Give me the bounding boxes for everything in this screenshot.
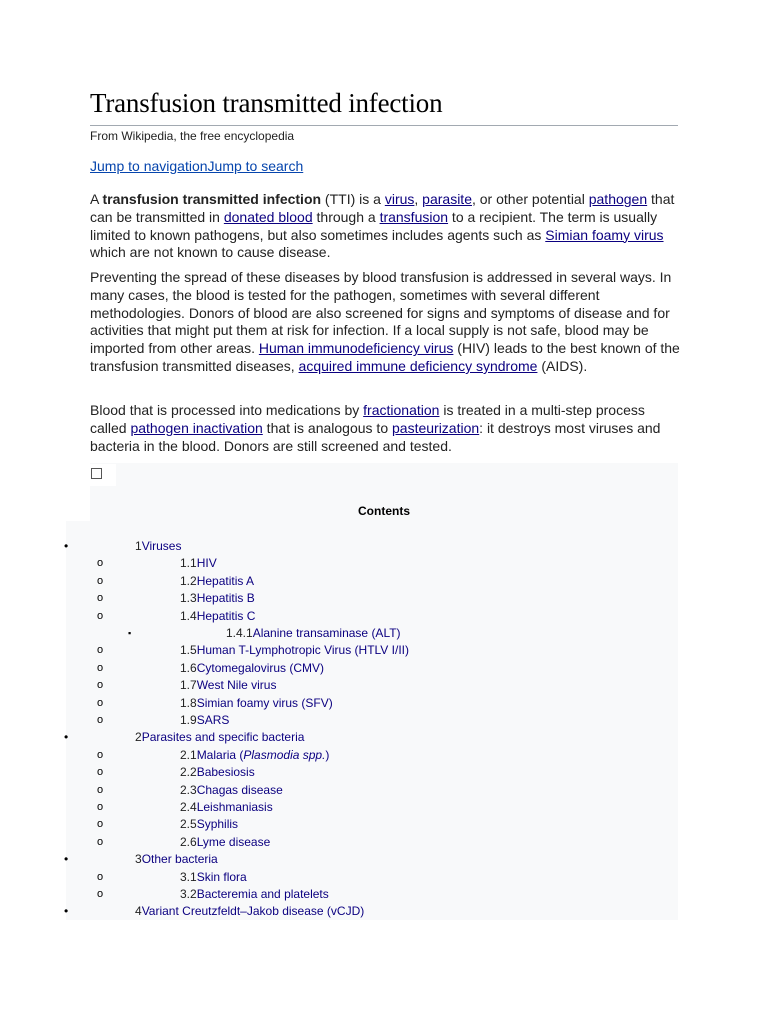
toc-bullet: o (97, 697, 104, 709)
toc-item-text[interactable]: Malaria (Plasmodia spp.) (196, 748, 330, 762)
toc-item-number: 2.1 (180, 748, 197, 762)
toc-item-number: 1.8 (180, 696, 197, 710)
toc-bullet: o (97, 836, 104, 848)
text: : it destroys most viruses and bacteria in the blood. Donors are still screened and tested. (90, 419, 661, 454)
toc-item-number: 1.5 (180, 643, 197, 657)
text: Preventing the spread of these diseases by blood transfusion is addressed in several ways. In many cases, the blood is tested for the pathogen, sometimes with several different methodologies. Donors of blood are also screened for signs and symptoms of disease and for activities that might put them at risk for infection. If a local supply is not safe, blood may be imported from other areas. (90, 269, 672, 357)
site-tagline: From Wikipedia, the free encyclopedia (90, 129, 295, 143)
toc-title: Contents (358, 504, 410, 518)
toc-item[interactable] (180, 747, 329, 764)
text: to a recipient. The term is usually limited to known pathogens, but also sometimes includes agents such as (90, 208, 658, 243)
toc-item-number: 1.4.1 (226, 626, 253, 640)
intro-paragraph-1 (90, 191, 680, 262)
toc-item-number: 2.6 (180, 835, 197, 849)
toc-item[interactable] (180, 764, 255, 781)
toc-item-italic: Plasmodia spp. (243, 748, 326, 762)
toc-bullet: o (97, 801, 104, 813)
toc-item[interactable] (135, 851, 218, 868)
toc-item[interactable] (180, 869, 247, 886)
toc-item[interactable] (135, 538, 181, 555)
toc-item-text[interactable]: Alanine transaminase (ALT) (252, 626, 401, 640)
transfusion-link[interactable]: transfusion (379, 208, 449, 225)
toc-bullet: o (97, 871, 104, 883)
toc-item-text[interactable]: Viruses (141, 539, 182, 553)
toc-item-text[interactable]: Leishmaniasis (196, 800, 273, 814)
page-title: Transfusion transmitted infection (90, 88, 443, 118)
toc-item-number: 1.7 (180, 678, 197, 692)
toc-bullet: o (97, 575, 104, 587)
title-divider (90, 125, 678, 126)
toc-item[interactable] (180, 886, 329, 903)
toc-item[interactable] (180, 782, 283, 799)
toc-item-text[interactable]: Chagas disease (196, 783, 283, 797)
text: (HIV) leads to the best known of the transfusion transmitted diseases, (90, 340, 680, 374)
toc-item-number: 2 (135, 730, 142, 744)
toc-item[interactable] (180, 816, 238, 833)
toc-item[interactable] (180, 660, 324, 677)
hiv-link[interactable]: Human immunodeficiency virus (258, 340, 454, 357)
toc-item-number: 1.9 (180, 713, 197, 727)
toc-item-number: 4 (135, 904, 142, 918)
toc-item-text[interactable]: Simian foamy virus (SFV) (196, 696, 333, 710)
toc-bullet: o (97, 749, 104, 761)
jump-links (90, 158, 303, 174)
toc-item[interactable] (180, 677, 276, 694)
pathogen-link[interactable]: pathogen (588, 191, 648, 207)
text: through a (312, 208, 380, 225)
intro-paragraph-3 (90, 402, 680, 455)
toc-item-number: 3 (135, 852, 142, 866)
text: is treated in a multi-step process called (90, 402, 645, 436)
toc-bullet: o (97, 679, 104, 691)
pasteurization-link[interactable]: pasteurization (392, 419, 480, 436)
aids-link[interactable]: acquired immune deficiency syndrome (298, 357, 538, 374)
toc-item-text[interactable]: Syphilis (196, 817, 239, 831)
toc-item-number: 2.2 (180, 765, 197, 779)
toc-bullet: o (97, 610, 104, 622)
toc-item-text[interactable]: Hepatitis C (196, 609, 256, 623)
toc-bullet: • (64, 730, 69, 744)
text: (AIDS). (537, 357, 588, 374)
toc-item-number: 1.2 (180, 574, 197, 588)
toc-bullet: o (97, 714, 104, 726)
toc-item[interactable] (135, 729, 304, 746)
toc-item[interactable] (180, 642, 409, 659)
toc-bullet: o (97, 766, 104, 778)
toc-item[interactable] (180, 608, 255, 625)
donated-blood-link[interactable]: donated blood (223, 208, 313, 225)
simian-foamy-virus-link[interactable]: Simian foamy virus (545, 226, 664, 243)
text: (TTI) is a (321, 191, 385, 207)
text: that is analogous to (262, 419, 392, 436)
toc-item-number: 3.2 (180, 887, 197, 901)
text: that can be transmitted in (90, 191, 675, 225)
text: , (414, 191, 423, 207)
toc-item[interactable] (180, 799, 273, 816)
pathogen-inactivation-link[interactable]: pathogen inactivation (130, 419, 263, 436)
jump-to-navigation-link[interactable]: Jump to navigation (90, 158, 208, 174)
toc-bullet: • (64, 852, 69, 866)
fractionation-link[interactable]: fractionation (363, 402, 440, 418)
toc-bullet: o (97, 644, 104, 656)
toc-item-number: 1.6 (180, 661, 197, 675)
toc-bullet: • (64, 539, 69, 553)
toc-item-text[interactable]: SARS (196, 713, 230, 727)
toc-toggle-checkbox[interactable] (91, 468, 102, 479)
toc-item[interactable] (180, 590, 255, 607)
toc-item[interactable] (180, 555, 217, 572)
toc-bullet: o (97, 662, 104, 674)
toc-item-number: 2.3 (180, 783, 197, 797)
text: , or other potential (471, 191, 589, 207)
toc-bullet: o (97, 888, 104, 900)
toc-item[interactable] (180, 695, 333, 712)
toc-item-number: 2.4 (180, 800, 197, 814)
text: A (90, 191, 103, 207)
toc-item-text[interactable]: Variant Creutzfeldt–Jakob disease (vCJD) (141, 904, 365, 918)
toc-item-text[interactable]: Parasites and specific bacteria (141, 730, 305, 744)
toc-item[interactable] (180, 712, 229, 729)
toc-bullet: • (64, 904, 69, 918)
toc-bullet: o (97, 592, 104, 604)
intro-paragraph-2 (90, 269, 680, 376)
toc-item-number: 1.1 (180, 556, 197, 570)
virus-link[interactable]: virus (384, 191, 415, 207)
toc-item-number: 1 (135, 539, 142, 553)
toc-item[interactable] (226, 625, 401, 642)
toc-item-text[interactable]: Hepatitis B (196, 591, 255, 605)
toc-item[interactable] (180, 573, 254, 590)
toc-item-text[interactable]: Skin flora (196, 870, 247, 884)
toc-bullet: o (97, 557, 104, 569)
toc-item-text[interactable]: Hepatitis A (196, 574, 255, 588)
parasite-link[interactable]: parasite (422, 191, 472, 207)
toc-bullet: o (97, 784, 104, 796)
toc-bullet: ▪ (128, 628, 132, 638)
toc-item-text[interactable]: West Nile virus (196, 678, 277, 692)
bold-term: transfusion transmitted infection (102, 191, 322, 207)
toc-item-number: 1.3 (180, 591, 197, 605)
jump-to-search-link[interactable]: Jump to search (207, 158, 304, 174)
toc-item-number: 2.5 (180, 817, 197, 831)
toc-item-text[interactable]: Bacteremia and platelets (196, 887, 329, 901)
toc-item[interactable] (135, 903, 364, 920)
toc-item-text[interactable]: Other bacteria (141, 852, 218, 866)
toc-item-text[interactable]: Babesiosis (196, 765, 255, 779)
toc-item-number: 1.4 (180, 609, 197, 623)
toc-item-text[interactable]: Lyme disease (196, 835, 271, 849)
toc-item-text[interactable]: HIV (196, 556, 217, 570)
text: Blood that is processed into medications by (90, 402, 364, 418)
toc-item[interactable] (180, 834, 270, 851)
toc-item-text[interactable]: Cytomegalovirus (CMV) (196, 661, 325, 675)
toc-item-text[interactable]: Human T-Lymphotropic Virus (HTLV I/II) (196, 643, 409, 657)
text: which are not known to cause disease. (90, 244, 331, 261)
toc-item-number: 3.1 (180, 870, 197, 884)
toc-bullet: o (97, 818, 104, 830)
